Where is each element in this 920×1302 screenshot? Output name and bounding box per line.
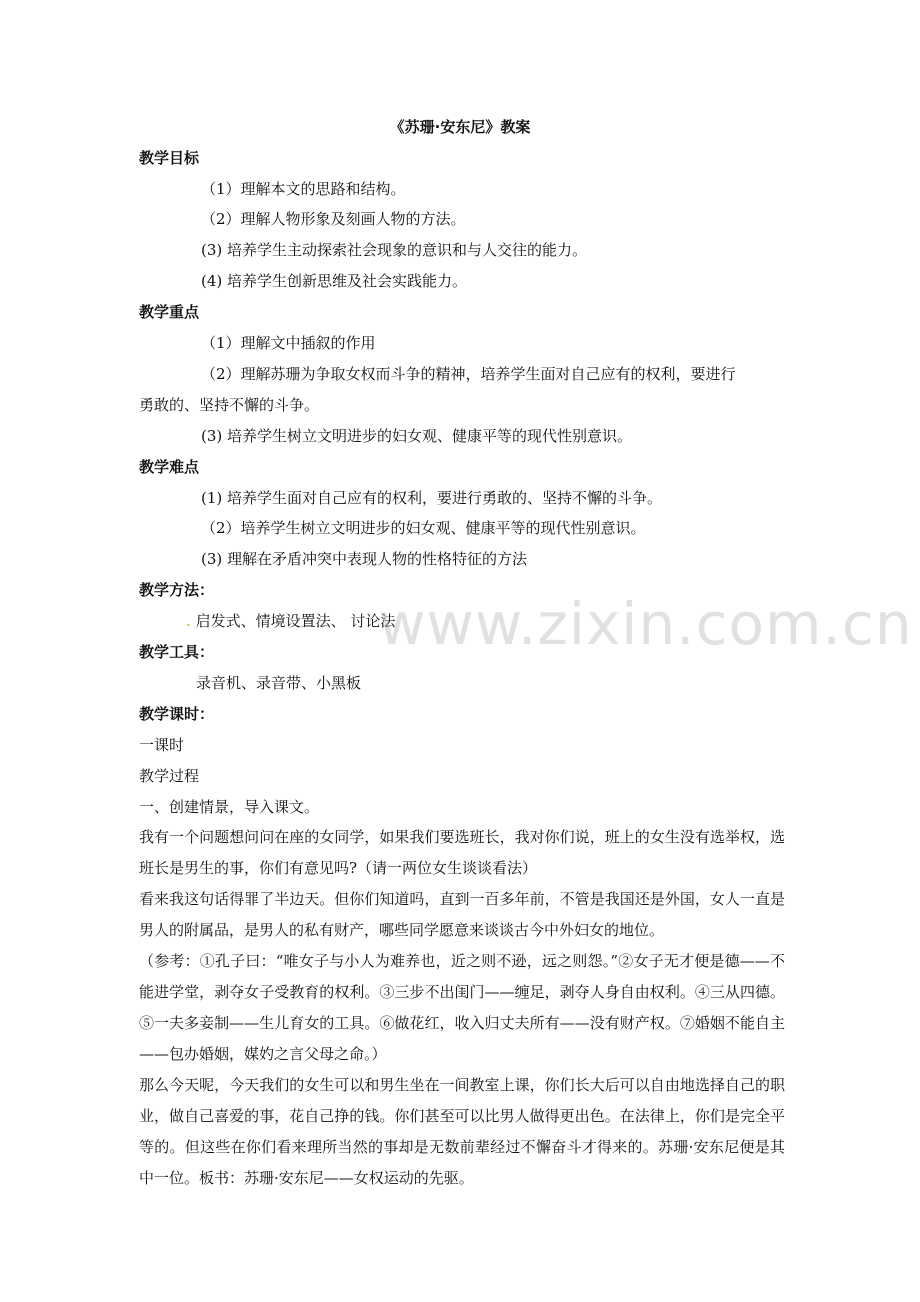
paragraph-4: 那么今天呢，今天我们的女生可以和男生坐在一间教室上课，你们长大后可以自由地选择自己的职业，做自己喜爱的事，花自己挣的钱。你们甚至可以比男人做得更出色。在法律上，你们是完全平等的。但这些在你们看来理所当然的事却是无数前辈经过不懈奋斗才得来的。苏珊·安东尼便是其中一位。板书：苏珊·安东尼——女权运动的先驱。 — [139, 1076, 785, 1187]
goal-item: （1）理解本文的思路和结构。 — [201, 180, 406, 198]
key-item-continuation: 勇敢的、坚持不懈的斗争。 — [139, 396, 320, 414]
hours-content: 一课时 — [139, 736, 185, 754]
paragraph-3: （参考：①孔子曰：“唯女子与小人为难养也，近之则不逊，远之则怨。”②女子无才便是德——不能进学堂，剥夺女子受教育的权利。③三步不出闺门——缠足，剥夺人身自由权利。④三从四德。⑤一夫多妾制——生儿育女的工具。⑥做花红，收入归丈夫所有——没有财产权。⑦婚姻不能自主——包办婚姻，媒妁之言父母之命。） — [139, 952, 785, 1063]
difficult-item: （2）培养学生树立文明进步的妇女观、健康平等的现代性别意识。 — [201, 519, 646, 537]
tools-content: 录音机、录音带、小黑板 — [196, 674, 362, 692]
goal-item: （2）理解人物形象及刻画人物的方法。 — [201, 210, 466, 228]
difficult-item: (3) 理解在矛盾冲突中表现人物的性格特征的方法 — [201, 550, 528, 568]
goals-heading: 教学目标 — [139, 149, 200, 167]
paragraph-1: 我有一个问题想问问在座的女同学，如果我们要选班长，我对你们说，班上的女生没有选举权，选班长是男生的事，你们有意见吗?（请一两位女生谈谈看法） — [139, 828, 785, 877]
paragraph-2: 看来我这句话得罪了半边天。但你们知道吗，直到一百多年前，不管是我国还是外国，女人一直是男人的附属品，是男人的私有财产，哪些同学愿意来谈谈古今中外妇女的地位。 — [139, 890, 785, 939]
tools-heading: 教学工具： — [139, 643, 215, 661]
goal-item: (3) 培养学生主动探索社会现象的意识和与人交往的能力。 — [201, 241, 588, 259]
method-content — [186, 607, 836, 635]
difficult-heading: 教学难点 — [139, 458, 200, 476]
key-item: （2）理解苏珊为争取女权而斗争的精神，培养学生面对自己应有的权利，要进行 — [201, 365, 736, 383]
process-heading: 教学过程 — [139, 767, 200, 785]
key-item: （1）理解文中插叙的作用 — [201, 334, 376, 352]
method-heading: 教学方法： — [139, 581, 215, 599]
process-step-1: 一、创建情景，导入课文。 — [139, 798, 320, 816]
difficult-item: (1) 培养学生面对自己应有的权利，要进行勇敢的、坚持不懈的斗争。 — [201, 489, 663, 507]
key-item: (3) 培养学生树立文明进步的妇女观、健康平等的现代性别意识。 — [201, 427, 633, 445]
key-heading: 教学重点 — [139, 303, 200, 321]
bullet-dot: . — [186, 612, 191, 630]
method-text: 启发式、情境设置法、 讨论法 — [195, 612, 396, 630]
goal-item: (4) 培养学生创新思维及社会实践能力。 — [201, 272, 468, 290]
document-title: 《苏珊·安东尼》教案 — [389, 118, 531, 136]
hours-heading: 教学课时： — [139, 705, 215, 723]
watermark: www.zixin.com.cn — [378, 590, 913, 658]
